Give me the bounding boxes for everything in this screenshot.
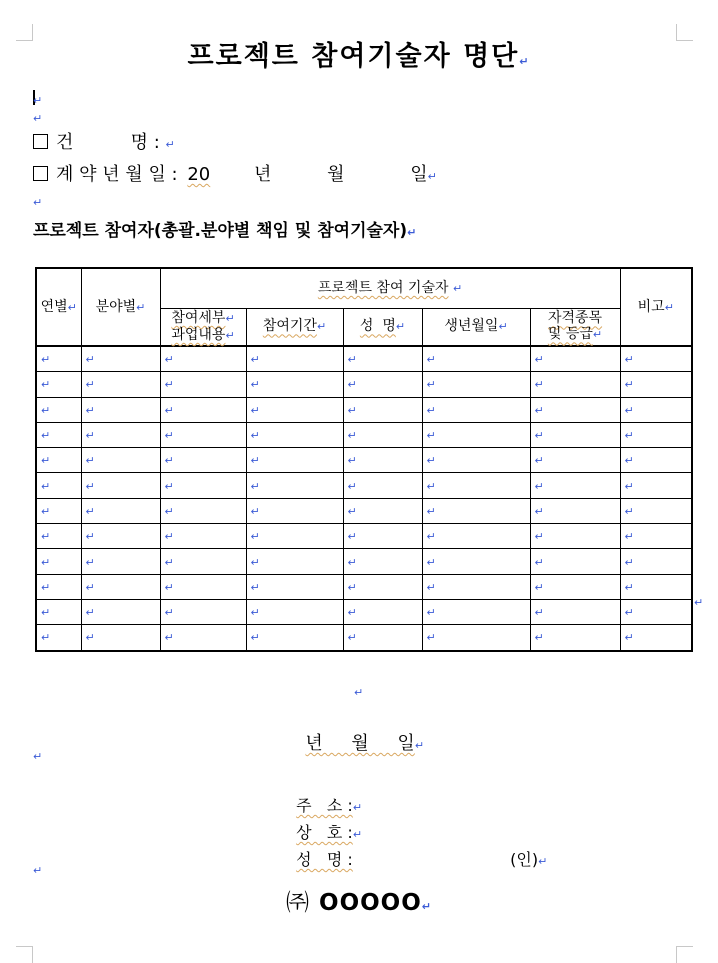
table-cell[interactable] — [81, 372, 160, 397]
paragraph-mark: ↵ — [624, 454, 634, 468]
header-birthdate[interactable] — [422, 308, 530, 346]
table-cell[interactable] — [343, 574, 422, 599]
table-cell[interactable] — [246, 346, 343, 372]
contract-date-label: 계 약 년 월 일 : — [56, 164, 178, 185]
header-birthdate-label: 생년월일 — [444, 318, 499, 335]
checkbox-icon[interactable] — [33, 166, 48, 181]
paragraph-mark: ↵ — [426, 631, 436, 645]
paragraph-mark: ↵ — [426, 353, 436, 367]
table-cell[interactable] — [422, 422, 530, 447]
paragraph-mark: ↵ — [250, 378, 260, 392]
paragraph-mark: ↵ — [164, 479, 174, 493]
checkbox-icon[interactable] — [33, 134, 48, 149]
table-cell[interactable] — [36, 549, 81, 574]
table-cell[interactable] — [422, 524, 530, 549]
table-row — [36, 625, 692, 651]
paragraph-mark: ↵ — [354, 686, 364, 699]
paragraph-mark: ↵ — [452, 281, 463, 295]
paragraph-mark: ↵ — [534, 454, 544, 468]
paragraph-mark: ↵ — [85, 403, 95, 417]
table-cell[interactable] — [160, 372, 246, 397]
header-remark-label: 비고 — [637, 298, 665, 315]
table-cell[interactable] — [160, 574, 246, 599]
table-cell[interactable] — [422, 549, 530, 574]
paragraph-mark: ↵ — [534, 504, 544, 518]
paragraph-mark: ↵ — [347, 479, 357, 493]
paragraph-mark: ↵ — [347, 378, 357, 392]
table-cell[interactable] — [620, 422, 692, 447]
paragraph-mark: ↵ — [250, 429, 260, 443]
company-name: OOOOO — [319, 890, 422, 916]
paragraph-mark: ↵ — [85, 504, 95, 518]
table-row — [36, 473, 692, 498]
table-cell[interactable] — [422, 397, 530, 422]
paragraph-mark: ↵ — [347, 555, 357, 569]
table-cell[interactable] — [81, 524, 160, 549]
paragraph-mark: ↵ — [534, 606, 544, 620]
header-certificate-line2: 및 등급 — [547, 326, 593, 343]
table-cell[interactable] — [422, 372, 530, 397]
paragraph-mark: ↵ — [164, 606, 174, 620]
section-title[interactable] — [33, 216, 416, 241]
paragraph-mark: ↵ — [41, 353, 51, 367]
table-cell[interactable] — [246, 372, 343, 397]
paragraph-mark: ↵ — [85, 378, 95, 392]
table-cell[interactable] — [246, 498, 343, 523]
document-title[interactable] — [0, 34, 718, 73]
paragraph-mark: ↵ — [85, 353, 95, 367]
paragraph-mark: ↵ — [250, 580, 260, 594]
paragraph-mark: ↵ — [534, 479, 544, 493]
section-title-text: 프로젝트 참여자(총괄.분야별 책임 및 참여기술자) — [33, 221, 408, 241]
paragraph-mark: ↵ — [164, 555, 174, 569]
table-cell[interactable] — [160, 473, 246, 498]
header-period[interactable] — [246, 308, 343, 346]
table-cell[interactable] — [422, 448, 530, 473]
table-cell[interactable] — [422, 498, 530, 523]
table-cell[interactable] — [160, 448, 246, 473]
project-name-field[interactable] — [33, 128, 175, 154]
table-cell[interactable] — [620, 524, 692, 549]
paragraph-mark: ↵ — [534, 353, 544, 367]
seal-mark-text: (인) — [510, 850, 539, 869]
table-cell[interactable] — [160, 599, 246, 624]
paragraph-mark: ↵ — [41, 429, 51, 443]
table-row — [36, 448, 692, 473]
paragraph-mark: ↵ — [250, 403, 260, 417]
table-cell[interactable] — [530, 599, 620, 624]
header-name[interactable] — [343, 308, 422, 346]
paragraph-mark: ↵ — [85, 530, 95, 544]
header-period-label: 참여기간 — [262, 318, 317, 335]
paragraph-mark: ↵ — [414, 739, 425, 752]
paragraph-mark: ↵ — [534, 530, 544, 544]
table-row — [36, 372, 692, 397]
table-cell[interactable] — [530, 422, 620, 447]
paragraph-mark: ↵ — [164, 403, 174, 417]
table-cell[interactable] — [343, 549, 422, 574]
table-cell[interactable] — [246, 473, 343, 498]
paragraph-mark: ↵ — [41, 378, 51, 392]
header-certificate[interactable] — [530, 308, 620, 346]
paragraph-mark: ↵ — [426, 504, 436, 518]
paragraph-mark: ↵ — [136, 300, 146, 314]
table-cell[interactable] — [246, 524, 343, 549]
paragraph-mark: ↵ — [164, 378, 174, 392]
paragraph-mark: ↵ — [165, 138, 175, 151]
table-cell[interactable] — [343, 625, 422, 651]
header-participant-group[interactable] — [160, 268, 620, 308]
header-task-line2: 과업내용 — [171, 326, 226, 343]
table-cell[interactable] — [160, 498, 246, 523]
paragraph-mark: ↵ — [164, 580, 174, 594]
table-cell[interactable] — [343, 397, 422, 422]
paragraph-mark: ↵ — [347, 454, 357, 468]
table-cell[interactable] — [422, 473, 530, 498]
paragraph-mark: ↵ — [624, 606, 634, 620]
address-label: 주 소 : — [296, 796, 353, 815]
table-cell[interactable] — [246, 397, 343, 422]
table-row — [36, 574, 692, 599]
table-row — [36, 346, 692, 372]
table-cell[interactable] — [81, 574, 160, 599]
header-year[interactable] — [36, 268, 81, 346]
paragraph-mark: ↵ — [85, 631, 95, 645]
paragraph-mark: ↵ — [250, 479, 260, 493]
company-signature[interactable] — [0, 884, 718, 917]
paragraph-mark: ↵ — [624, 353, 634, 367]
table-cell[interactable] — [246, 448, 343, 473]
paragraph-mark: ↵ — [347, 504, 357, 518]
paragraph-mark: ↵ — [67, 300, 77, 314]
table-cell[interactable] — [620, 448, 692, 473]
paragraph-mark: ↵ — [164, 631, 174, 645]
table-cell[interactable] — [620, 599, 692, 624]
table-cell[interactable] — [36, 422, 81, 447]
table-cell[interactable] — [36, 599, 81, 624]
paragraph-mark: ↵ — [694, 596, 704, 609]
paragraph-mark: ↵ — [33, 94, 43, 107]
table-cell[interactable] — [36, 397, 81, 422]
paragraph-mark: ↵ — [426, 479, 436, 493]
seal-mark[interactable] — [500, 828, 547, 870]
table-cell[interactable] — [530, 372, 620, 397]
paragraph-mark: ↵ — [41, 631, 51, 645]
table-cell[interactable] — [343, 498, 422, 523]
table-row — [36, 422, 692, 447]
paragraph-mark: ↵ — [395, 320, 406, 334]
participant-table — [35, 267, 693, 652]
table-cell[interactable] — [530, 448, 620, 473]
table-cell[interactable] — [160, 549, 246, 574]
table-cell[interactable] — [343, 473, 422, 498]
paragraph-mark: ↵ — [426, 403, 436, 417]
table-cell[interactable] — [530, 524, 620, 549]
table-row — [36, 397, 692, 422]
paragraph-mark: ↵ — [164, 454, 174, 468]
crop-mark-bottom-left — [16, 946, 33, 963]
paragraph-mark: ↵ — [519, 55, 531, 68]
table-cell[interactable] — [530, 574, 620, 599]
table-row — [36, 524, 692, 549]
paragraph-mark: ↵ — [41, 504, 51, 518]
table-cell[interactable] — [160, 625, 246, 651]
paragraph-mark: ↵ — [407, 226, 417, 239]
table-cell[interactable] — [620, 498, 692, 523]
representative-line[interactable] — [286, 828, 353, 870]
signature-date[interactable] — [0, 708, 718, 755]
day-unit: 일 — [410, 164, 428, 185]
paragraph-mark: ↵ — [85, 429, 95, 443]
table-cell[interactable] — [530, 397, 620, 422]
table-cell[interactable] — [160, 346, 246, 372]
table-cell[interactable] — [246, 599, 343, 624]
paragraph-mark: ↵ — [41, 606, 51, 620]
paragraph-mark: ↵ — [347, 429, 357, 443]
header-remark[interactable] — [620, 268, 692, 346]
table-cell[interactable] — [620, 549, 692, 574]
paragraph-mark: ↵ — [250, 454, 260, 468]
header-task-line1: 참여세부 — [171, 309, 226, 326]
paragraph-mark: ↵ — [352, 828, 363, 841]
paragraph-mark: ↵ — [347, 353, 357, 367]
signature-date-text: 년 월 일 — [305, 733, 415, 754]
table-row — [36, 599, 692, 624]
paragraph-mark: ↵ — [534, 378, 544, 392]
company-prefix: ㈜ — [286, 890, 310, 916]
table-cell[interactable] — [343, 422, 422, 447]
table-cell[interactable] — [620, 372, 692, 397]
paragraph-mark: ↵ — [250, 530, 260, 544]
table-cell[interactable] — [343, 524, 422, 549]
paragraph-mark: ↵ — [347, 530, 357, 544]
paragraph-mark: ↵ — [347, 403, 357, 417]
paragraph-mark: ↵ — [624, 555, 634, 569]
table-cell[interactable] — [530, 625, 620, 651]
table-cell[interactable] — [530, 498, 620, 523]
paragraph-mark: ↵ — [225, 328, 235, 342]
representative-label: 성 명 : — [296, 850, 353, 869]
paragraph-mark: ↵ — [534, 429, 544, 443]
header-certificate-line1: 자격종목 — [547, 310, 603, 327]
paragraph-mark: ↵ — [624, 479, 634, 493]
table-cell[interactable] — [160, 422, 246, 447]
paragraph-mark: ↵ — [498, 320, 508, 334]
table-cell[interactable] — [81, 346, 160, 372]
paragraph-mark: ↵ — [426, 378, 436, 392]
paragraph-mark: ↵ — [426, 530, 436, 544]
paragraph-mark: ↵ — [164, 504, 174, 518]
table-cell[interactable] — [343, 372, 422, 397]
table-cell[interactable] — [246, 549, 343, 574]
table-cell[interactable] — [81, 422, 160, 447]
paragraph-mark: ↵ — [624, 530, 634, 544]
paragraph-mark: ↵ — [41, 479, 51, 493]
table-cell[interactable] — [620, 397, 692, 422]
paragraph-mark: ↵ — [347, 580, 357, 594]
table-row — [36, 549, 692, 574]
header-field-label: 분야별 — [95, 298, 137, 315]
header-name-label: 성 명 — [359, 318, 396, 335]
table-cell[interactable] — [36, 448, 81, 473]
table-cell[interactable] — [343, 346, 422, 372]
table-cell[interactable] — [36, 346, 81, 372]
document-title-text: 프로젝트 참여기술자 명단 — [187, 41, 520, 72]
paragraph-mark: ↵ — [316, 320, 327, 334]
table-cell[interactable] — [36, 574, 81, 599]
paragraph-mark: ↵ — [426, 606, 436, 620]
table-cell[interactable] — [36, 524, 81, 549]
participant-table-body — [36, 346, 692, 651]
paragraph-mark: ↵ — [250, 631, 260, 645]
table-cell[interactable] — [160, 397, 246, 422]
table-cell[interactable] — [81, 473, 160, 498]
paragraph-mark: ↵ — [624, 580, 634, 594]
paragraph-mark: ↵ — [250, 555, 260, 569]
table-cell[interactable] — [530, 346, 620, 372]
paragraph-mark: ↵ — [534, 631, 544, 645]
table-cell[interactable] — [343, 448, 422, 473]
table-cell[interactable] — [343, 599, 422, 624]
contract-year-value[interactable]: 20 — [187, 164, 211, 185]
table-cell[interactable] — [422, 574, 530, 599]
paragraph-mark: ↵ — [592, 328, 603, 342]
table-cell[interactable] — [81, 498, 160, 523]
paragraph-mark: ↵ — [250, 504, 260, 518]
paragraph-mark: ↵ — [33, 864, 43, 877]
table-cell[interactable] — [36, 498, 81, 523]
paragraph-mark: ↵ — [250, 353, 260, 367]
table-cell[interactable] — [530, 473, 620, 498]
table-cell[interactable] — [246, 625, 343, 651]
table-cell[interactable] — [36, 473, 81, 498]
table-cell[interactable] — [620, 346, 692, 372]
paragraph-mark: ↵ — [164, 429, 174, 443]
paragraph-mark: ↵ — [85, 555, 95, 569]
header-year-label: 연별 — [40, 298, 68, 315]
table-cell[interactable] — [246, 422, 343, 447]
paragraph-mark: ↵ — [33, 196, 43, 209]
paragraph-mark: ↵ — [664, 300, 674, 314]
paragraph-mark: ↵ — [538, 855, 548, 868]
paragraph-mark: ↵ — [41, 555, 51, 569]
paragraph-mark: ↵ — [534, 555, 544, 569]
paragraph-mark: ↵ — [41, 530, 51, 544]
header-field[interactable] — [81, 268, 160, 346]
paragraph-mark: ↵ — [347, 631, 357, 645]
paragraph-mark: ↵ — [624, 504, 634, 518]
paragraph-mark: ↵ — [624, 631, 634, 645]
paragraph-mark: ↵ — [534, 403, 544, 417]
header-task[interactable] — [160, 308, 246, 346]
paragraph-mark: ↵ — [426, 429, 436, 443]
table-cell[interactable] — [160, 524, 246, 549]
company-label: 상 호 : — [296, 823, 353, 842]
paragraph-mark: ↵ — [41, 580, 51, 594]
paragraph-mark: ↵ — [624, 378, 634, 392]
paragraph-mark: ↵ — [624, 429, 634, 443]
paragraph-mark: ↵ — [426, 555, 436, 569]
table-cell[interactable] — [422, 599, 530, 624]
crop-mark-bottom-right — [676, 946, 693, 963]
paragraph-mark: ↵ — [41, 454, 51, 468]
table-cell[interactable] — [36, 372, 81, 397]
table-cell[interactable] — [36, 625, 81, 651]
year-unit: 년 — [254, 164, 272, 185]
paragraph-mark: ↵ — [426, 580, 436, 594]
table-cell[interactable] — [422, 346, 530, 372]
table-cell[interactable] — [620, 473, 692, 498]
paragraph-mark: ↵ — [33, 750, 43, 763]
paragraph-mark: ↵ — [85, 454, 95, 468]
table-cell[interactable] — [620, 625, 692, 651]
paragraph-mark: ↵ — [427, 170, 437, 183]
table-cell[interactable] — [81, 448, 160, 473]
contract-date-field[interactable] — [33, 160, 437, 186]
table-cell[interactable] — [620, 574, 692, 599]
table-cell[interactable] — [81, 625, 160, 651]
table-cell[interactable] — [81, 549, 160, 574]
table-row — [36, 498, 692, 523]
paragraph-mark: ↵ — [624, 403, 634, 417]
paragraph-mark: ↵ — [85, 580, 95, 594]
paragraph-mark: ↵ — [85, 606, 95, 620]
paragraph-mark: ↵ — [534, 580, 544, 594]
month-unit: 월 — [327, 164, 345, 185]
project-name-label: 건 명 : — [56, 132, 160, 153]
paragraph-mark: ↵ — [85, 479, 95, 493]
paragraph-mark: ↵ — [426, 454, 436, 468]
table-cell[interactable] — [530, 549, 620, 574]
header-participant-group-label: 프로젝트 참여 기술자 — [317, 279, 449, 296]
paragraph-mark: ↵ — [250, 606, 260, 620]
table-cell[interactable] — [81, 599, 160, 624]
table-cell[interactable] — [246, 574, 343, 599]
paragraph-mark: ↵ — [352, 801, 363, 814]
table-cell[interactable] — [422, 625, 530, 651]
paragraph-mark: ↵ — [33, 112, 43, 125]
paragraph-mark: ↵ — [421, 900, 432, 913]
paragraph-mark: ↵ — [41, 403, 51, 417]
paragraph-mark: ↵ — [347, 606, 357, 620]
table-cell[interactable] — [81, 397, 160, 422]
paragraph-mark: ↵ — [225, 311, 235, 325]
paragraph-mark: ↵ — [164, 530, 174, 544]
paragraph-mark: ↵ — [164, 353, 174, 367]
